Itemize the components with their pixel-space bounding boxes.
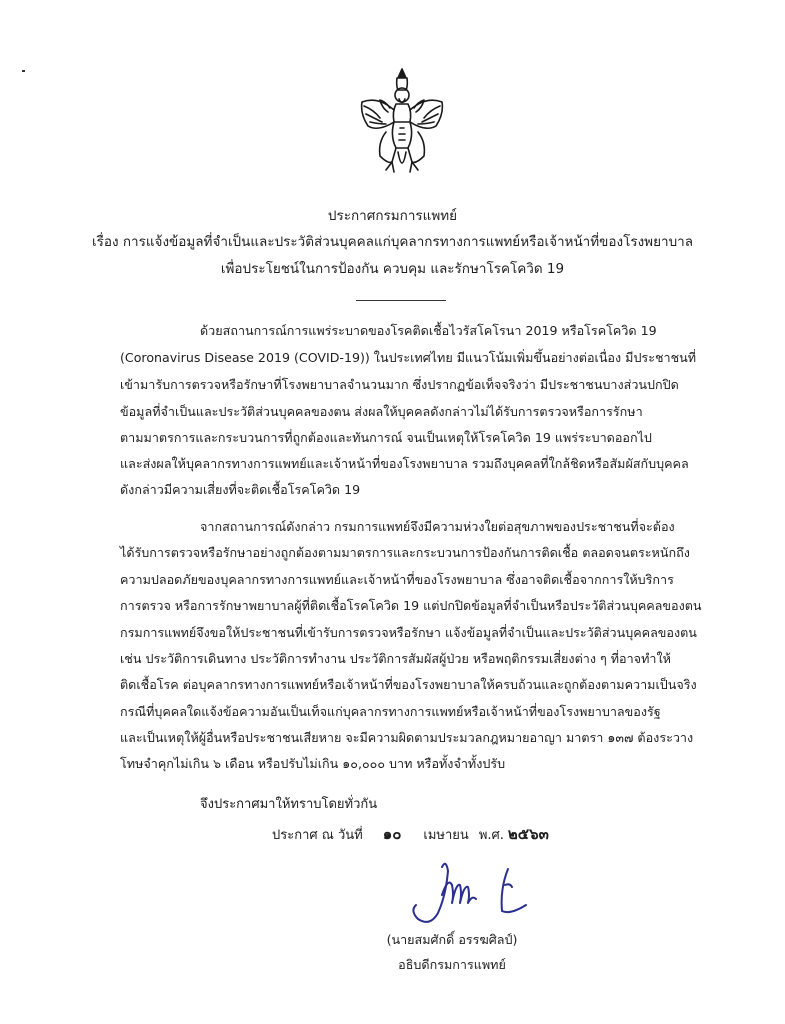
paragraph-1-line: เข้ามารับการตรวจหรือรักษาที่โรงพยาบาลจำนวนมาก ซึ่งปรากฏข้อเท็จจริงว่า มีประชาชนบางส่วนปกปิด — [120, 377, 679, 392]
paragraph-1-line: (Coronavirus Disease 2019 (COVID-19)) ในประเทศไทย มีแนวโน้มเพิ่มขึ้นอย่างต่อเนื่อง มีประชาชนที่ — [120, 350, 697, 365]
date-month: เมษายน — [423, 828, 469, 843]
paragraph-2-line: ความปลอดภัยของบุคลากรทางการแพทย์และเจ้าหน้าที่ของโรงพยาบาล ซึ่งอาจติดเชื้อจากการให้บริการ — [120, 572, 674, 587]
paragraph-2-line: กรมการแพทย์จึงขอให้ประชาชนที่เข้ารับการตรวจหรือรักษา แจ้งข้อมูลที่จำเป็นและประวัติส่วนบุคคลของตน — [120, 625, 697, 640]
paragraph-2-line: กรณีที่บุคคลใดแจ้งข้อความอันเป็นเท็จแก่บุคลากรทางการแพทย์หรือเจ้าหน้าที่ของโรงพยาบาลของรัฐ — [120, 704, 661, 719]
paragraph-1-line: ข้อมูลที่จำเป็นและประวัติส่วนบุคคลของตน ส่งผลให้บุคคลดังกล่าวไม่ได้รับการตรวจหรือการรักษา — [120, 404, 643, 419]
paragraph-2-line: การตรวจ หรือการรักษาพยาบาลผู้ที่ติดเชื้อโรคโควิด 19 แต่ปกปิดข้อมูลที่จำเป็นหรือประวัติส่วนบุคคลของตน — [120, 598, 702, 613]
paragraph-2-line: เช่น ประวัติการเดินทาง ประวัติการทำงาน ประวัติการสัมผัสผู้ป่วย หรือพฤติกรรมเสี่ยงต่าง ๆ ที่อาจทำให้ — [120, 651, 671, 666]
subject-line: เรื่อง การแจ้งข้อมูลที่จำเป็นและประวัติส่วนบุคคลแก่บุคลากรทางการแพทย์หรือเจ้าหน้าที่ของโรงพยาบาล — [91, 234, 693, 250]
date-year: ๒๕๖๓ — [507, 825, 549, 843]
paragraph-1-line: ดังกล่าวมีความเสี่ยงที่จะติดเชื้อโรคโควิด 19 — [120, 482, 361, 497]
paragraph-1-line: ด้วยสถานการณ์การแพร่ระบาดของโรคติดเชื้อไวรัสโคโรนา 2019 หรือโรคโควิด 19 — [200, 323, 657, 338]
paragraph-2-line: และเป็นเหตุให้ผู้อื่นหรือประชาชนเสียหาย จะมีความผิดตามประมวลกฎหมายอาญา มาตรา ๑๓๗ ต้องระวาง — [120, 730, 694, 745]
signatory-name: (นายสมศักดิ์ อรรฆศิลป์) — [386, 932, 518, 947]
paragraph-1-line: และส่งผลให้บุคลากรทางการแพทย์และเจ้าหน้าที่ของโรงพยาบาล รวมถึงบุคคลที่ใกล้ชิดหรือสัมผัสกับบุคคล — [120, 456, 689, 471]
date-era: พ.ศ. — [478, 828, 504, 843]
subject-continuation: เพื่อประโยชน์ในการป้องกัน ควบคุม และรักษาโรคโควิด 19 — [220, 261, 565, 277]
paragraph-2-line: โทษจำคุกไม่เกิน ๖ เดือน หรือปรับไม่เกิน ๑๐,๐๐๐ บาท หรือทั้งจำทั้งปรับ — [120, 756, 506, 771]
paragraph-2-line: ติดเชื้อโรค ต่อบุคลากรทางการแพทย์หรือเจ้าหน้าที่ของโรงพยาบาลให้ครบถ้วนและถูกต้องตามความเป็นจริง — [120, 677, 697, 692]
date-prefix: ประกาศ ณ วันที่ — [272, 828, 363, 843]
paragraph-2-line: ได้รับการตรวจหรือรักษาอย่างถูกต้องตามมาตรการและกระบวนการป้องกันการติดเชื้อ ตลอดจนตระหนักถึง — [120, 545, 690, 560]
closing-statement: จึงประกาศมาให้ทราบโดยทั่วกัน — [200, 797, 378, 812]
title-divider — [356, 300, 446, 301]
signature-icon — [402, 855, 532, 930]
signatory-position: อธิบดีกรมการแพทย์ — [398, 957, 506, 972]
announcement-title: ประกาศกรมการแพทย์ — [327, 208, 458, 224]
paragraph-1-line: ตามมาตรการและกระบวนการที่ถูกต้องและทันการณ์ จนเป็นเหตุให้โรคโควิด 19 แพร่ระบาดออกไป — [120, 430, 652, 445]
scan-mark — [22, 70, 25, 72]
date-line — [272, 822, 549, 846]
paragraph-2-line: จากสถานการณ์ดังกล่าว กรมการแพทย์จึงมีความห่วงใยต่อสุขภาพของประชาชนที่จะต้อง — [200, 519, 675, 534]
garuda-emblem-icon — [352, 66, 452, 178]
date-day: ๑๐ — [382, 825, 402, 843]
